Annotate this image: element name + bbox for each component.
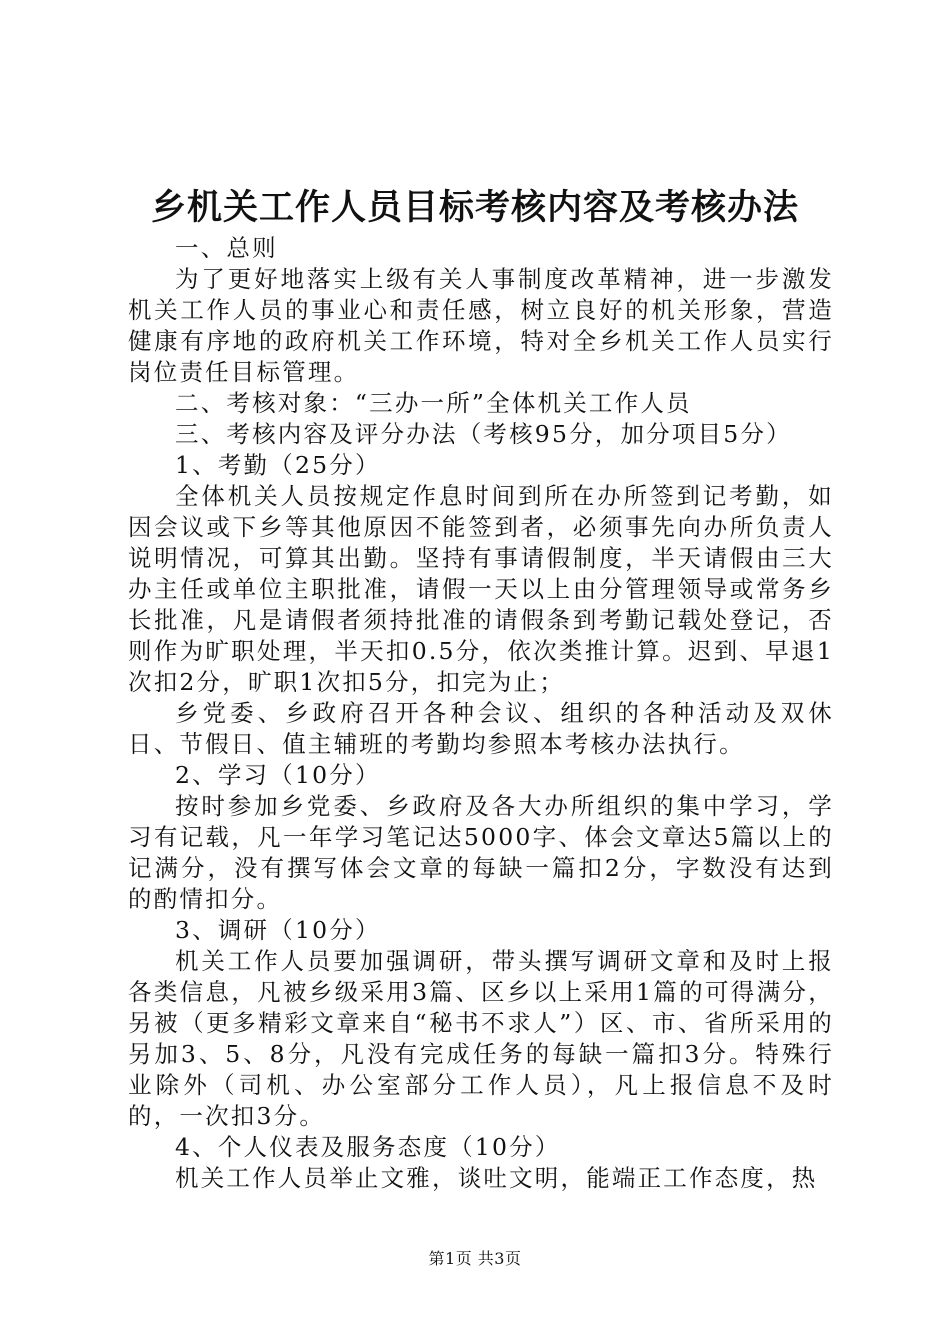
- document-body: [128, 233, 834, 1194]
- paragraph-attendance: 全体机关人员按规定作息时间到所在办所签到记考勤，如因会议或下乡等其他原因不能签到者，必须事先向办所负责人说明情况，可算其出勤。坚持有事请假制度，半天请假由三大办主任或单位主职批准，请假一天以上由分管理领导或常务乡长批准，凡是请假者须持批准的请假条到考勤记载处登记，否则作为旷职处理，半天扣0.5分，依次类推计算。迟到、早退1次扣2分，旷职1次扣5分，扣完为止；: [128, 482, 834, 696]
- document-title: 乡机关工作人员目标考核内容及考核办法: [150, 187, 799, 228]
- subsection-heading-attendance: 1、考勤（25分）: [175, 451, 381, 479]
- paragraph-appearance: 机关工作人员举止文雅，谈吐文明，能端正工作态度，热: [175, 1164, 818, 1192]
- paragraph-purpose: 为了更好地落实上级有关人事制度改革精神，进一步激发机关工作人员的事业心和责任感，树立良好的机关形象，营造健康有序地的政府机关工作环境，特对全乡机关工作人员实行岗位责任目标管理。: [128, 265, 834, 386]
- paragraph-attendance-meetings: 乡党委、乡政府召开各种会议、组织的各种活动及双休日、节假日、值主辅班的考勤均参照本考核办法执行。: [128, 699, 834, 758]
- subsection-heading-study: 2、学习（10分）: [175, 761, 381, 789]
- section-heading-general: 一、总则: [175, 234, 278, 262]
- section-heading-content: 三、考核内容及评分办法（考核95分，加分项目5分）: [175, 420, 792, 448]
- paragraph-study: 按时参加乡党委、乡政府及各大办所组织的集中学习，学习有记载，凡一年学习笔记达5000字、体会文章达5篇以上的记满分，没有撰写体会文章的每缺一篇扣2分，字数没有达到的酌情扣分。: [128, 792, 834, 913]
- subsection-heading-research: 3、调研（10分）: [175, 916, 381, 944]
- subsection-heading-appearance: 4、个人仪表及服务态度（10分）: [175, 1133, 561, 1161]
- paragraph-research: 机关工作人员要加强调研，带头撰写调研文章和及时上报各类信息，凡被乡级采用3篇、区乡以上采用1篇的可得满分，另被（更多精彩文章来自“秘书不求人”）区、市、省所采用的另加3、5、8分，凡没有完成任务的每缺一篇扣3分。特殊行业除外（司机、办公室部分工作人员），凡上报信息不及时的，一次扣3分。: [128, 947, 834, 1130]
- section-heading-targets: 二、考核对象：“三办一所”全体机关工作人员: [175, 389, 692, 417]
- page-number-footer: 第1页 共3页: [428, 1249, 522, 1268]
